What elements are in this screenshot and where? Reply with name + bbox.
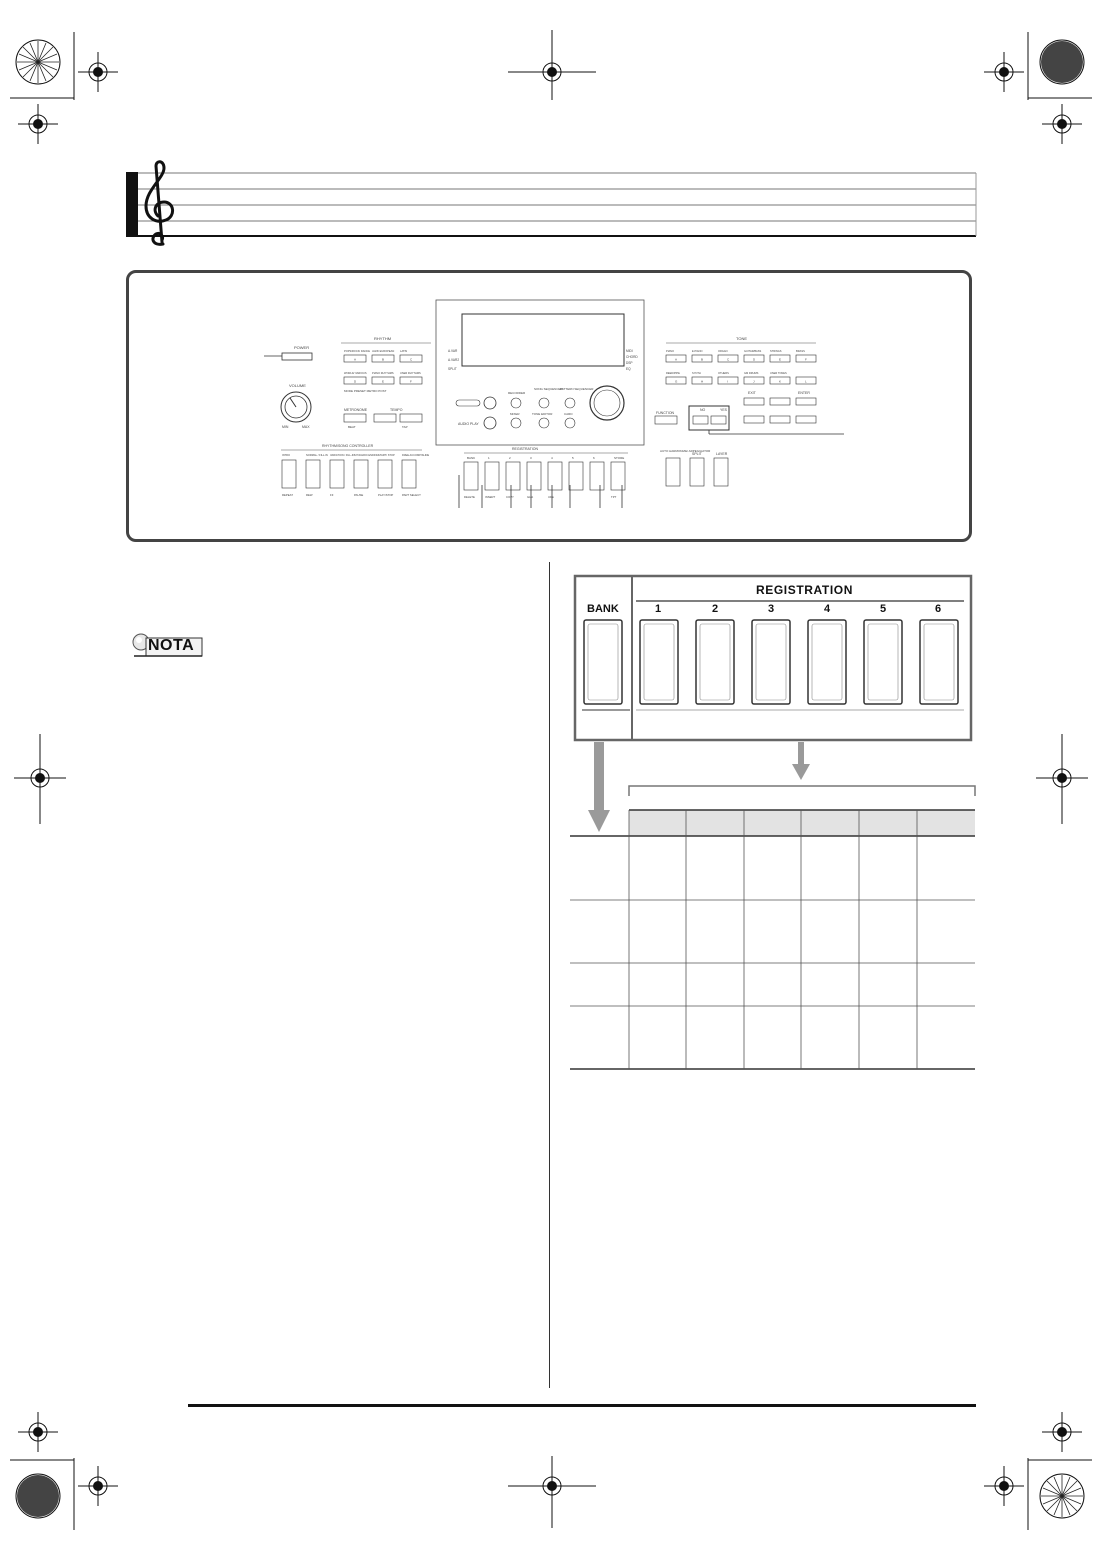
diagram-number-6: 6: [935, 603, 942, 615]
reg-dot-top-left-2: [93, 67, 103, 77]
tone-button-letter: A: [675, 357, 678, 362]
crop-corner-top-left: [10, 32, 118, 144]
svg-text:TONE EDITOR: TONE EDITOR: [532, 412, 553, 416]
display-right-label: MIDI: [626, 349, 633, 353]
panel-reg-label: 6: [593, 456, 595, 460]
svg-text:PATTERN SEQUENCER: PATTERN SEQUENCER: [560, 387, 594, 391]
panel-reg-sub: DELETE: [464, 495, 475, 499]
bank-table: [570, 810, 975, 1069]
tone-button-letter: E: [779, 357, 782, 362]
panel-reg-button[interactable]: [527, 462, 541, 490]
panel-reg-button[interactable]: [506, 462, 520, 490]
svg-text:EXIT: EXIT: [748, 391, 756, 395]
controller-top-label: NORMAL / FILL-IN: [306, 454, 328, 457]
display-right-label: EQ: [626, 367, 631, 371]
rhythm-controller-buttons: [282, 453, 429, 497]
rhythm-title: RHYTHM: [374, 336, 392, 341]
crop-corner-bottom-right: [984, 1412, 1092, 1530]
display-left-label: A.VAR2: [448, 358, 460, 362]
tone-button-label: STRINGS: [770, 350, 782, 353]
power-label: POWER: [294, 345, 310, 350]
svg-text:NO: NO: [700, 408, 706, 412]
panel-reg-sub: COPY: [506, 495, 514, 499]
tone-button-letter: D: [753, 357, 756, 362]
tone-button-label: PIANO: [666, 350, 675, 353]
panel-reg-button[interactable]: [464, 462, 478, 490]
panel-reg-label: STORE: [614, 456, 625, 460]
tone-button-letter: F: [805, 357, 807, 362]
auto-harmonize-button: [666, 458, 680, 486]
tone-button-label: REED/PIPE: [666, 372, 680, 375]
svg-text:TAP: TAP: [402, 425, 408, 429]
panel-reg-button[interactable]: [569, 462, 583, 490]
panel-reg-label: 4: [551, 456, 553, 460]
tone-button-letter: J: [753, 379, 755, 384]
panel-reg-button[interactable]: [485, 462, 499, 490]
svg-text:MIN: MIN: [282, 425, 289, 429]
diagram-reg-button: [864, 620, 902, 704]
svg-text:AUTO HARMONIZE/ ARPEGGIATOR: AUTO HARMONIZE/ ARPEGGIATOR: [660, 449, 711, 453]
registration-diagram: [570, 570, 980, 1080]
treble-clef-icon: [146, 162, 173, 245]
diagram-number-3: 3: [768, 603, 775, 615]
panel-reg-button[interactable]: [590, 462, 604, 490]
svg-text:TONE: TONE: [736, 336, 748, 341]
rhythm-button-label: WORLD/ VARIOUS: [344, 372, 367, 375]
diagram-number-4: 4: [824, 603, 831, 615]
controller-bottom-label: REW: [306, 493, 313, 497]
down-arrow-bank: [588, 742, 610, 832]
panel-reg-label: 5: [572, 456, 574, 460]
rhythm-button-label: JAZZ/ EUROPEAN: [372, 350, 395, 353]
down-arrow-registration: [792, 742, 810, 780]
svg-text:MODE PRESET METRO POST: MODE PRESET METRO POST: [344, 389, 387, 393]
controller-top-label: INTRO: [282, 454, 291, 457]
rhythm-button-letter: F: [410, 379, 412, 384]
svg-text:CARD: CARD: [564, 412, 573, 416]
svg-text:BEAT: BEAT: [348, 425, 356, 429]
svg-text:FUNCTION: FUNCTION: [656, 411, 675, 415]
display-left-label: A.VAR: [448, 349, 458, 353]
volume-label: VOLUME: [289, 383, 306, 388]
bracket: [629, 786, 975, 796]
tone-button-letter: L: [805, 379, 807, 384]
svg-text:LAYER: LAYER: [716, 452, 728, 456]
tone-button-label: OTHERS: [718, 372, 729, 375]
controller-top-label: FREE ACCOMP/SLIDE: [402, 454, 430, 457]
rhythm-button-letter: D: [354, 379, 357, 384]
panel-reg-sub: UDE: [548, 495, 554, 499]
panel-reg-sub: GHA: [527, 495, 534, 499]
controller-button[interactable]: [306, 460, 320, 488]
display-left-label: SPLIT: [448, 367, 457, 371]
tone-button-letter: H: [701, 379, 704, 384]
svg-text:MAX: MAX: [302, 425, 310, 429]
no-button: [693, 416, 708, 424]
tone-button-label: GM DRUMS: [744, 372, 759, 375]
lcd-screen: [462, 314, 624, 366]
rhythm-button-label: LATIN: [400, 350, 408, 353]
svg-text:YES: YES: [720, 408, 728, 412]
panel-reg-button[interactable]: [611, 462, 625, 490]
panel-reg-sub: TPT: [611, 495, 617, 499]
display-right-label: CHORD: [626, 355, 638, 359]
tone-buttons: [666, 349, 816, 384]
svg-text:SPLIT: SPLIT: [692, 452, 702, 456]
split-button: [690, 458, 704, 486]
controller-button[interactable]: [282, 460, 296, 488]
controller-button[interactable]: [354, 460, 368, 488]
svg-text:RHYTHM/SONG CONTROLLER: RHYTHM/SONG CONTROLLER: [322, 444, 374, 448]
svg-text:REGISTRATION: REGISTRATION: [512, 447, 538, 451]
svg-text:MIXER: MIXER: [510, 412, 520, 416]
sunburst-top-left: [17, 41, 59, 83]
bank-button-illustration: [584, 620, 622, 704]
power-switch: [282, 353, 312, 360]
tone-button-label: USER TONES: [770, 372, 787, 375]
music-preset-button: [456, 400, 480, 406]
crop-mark-bottom-middle: [508, 1456, 596, 1528]
svg-text:RECORDER: RECORDER: [508, 391, 526, 395]
controller-top-label: START/ STOP: [378, 454, 395, 457]
controller-bottom-label: PART SELECT: [402, 493, 421, 497]
sunburst-bottom-right: [1041, 1475, 1083, 1517]
column-divider: [549, 562, 550, 1388]
controller-bottom-label: REPEAT: [282, 493, 293, 497]
diagram-number-1: 1: [655, 603, 662, 615]
function-button: [655, 416, 677, 424]
panel-reg-label: 3: [530, 456, 532, 460]
svg-text:METRONOME: METRONOME: [344, 408, 368, 412]
diagram-reg-button: [808, 620, 846, 704]
sunburst-top-right: [1041, 41, 1083, 83]
diagram-reg-button: [640, 620, 678, 704]
controller-bottom-label: FF: [330, 493, 334, 497]
display-right-label: DSP: [626, 361, 633, 365]
rhythm-button-label: POPS/ROCK/ DANCE: [344, 350, 370, 353]
crop-mark-top-middle: [508, 30, 596, 100]
rhythm-button-letter: B: [382, 357, 385, 362]
tone-button-letter: C: [727, 357, 730, 362]
panel-registration-buttons: [464, 456, 625, 499]
controller-button[interactable]: [402, 460, 416, 488]
tone-button-letter: G: [675, 379, 678, 384]
svg-text:TEMPO: TEMPO: [390, 408, 403, 412]
diagram-number-5: 5: [880, 603, 887, 615]
diagram-registration-buttons: [640, 620, 958, 704]
diagram-number-2: 2: [712, 603, 719, 615]
rhythm-buttons: [344, 349, 422, 384]
tone-button-label: BRASS: [796, 350, 805, 353]
svg-text:ENTER: ENTER: [798, 391, 810, 395]
diagram-reg-button: [696, 620, 734, 704]
svg-text:SONG SEQUENCER: SONG SEQUENCER: [534, 387, 563, 391]
rhythm-button-label: USER RHYTHMS: [400, 372, 421, 375]
staff-header: [120, 160, 980, 252]
keyboard-panel-drawing: [126, 270, 972, 542]
layer-button: [714, 458, 728, 486]
controller-bottom-label: PAUSE: [354, 493, 364, 497]
callout-lines: [459, 475, 622, 508]
rhythm-button-letter: C: [410, 357, 413, 362]
panel-reg-button[interactable]: [548, 462, 562, 490]
tone-button-label: ORGAN: [718, 350, 728, 353]
footer-rule: [188, 1404, 976, 1407]
tone-button-label: GUITAR/BASS: [744, 350, 762, 353]
panel-reg-sub: INSERT: [485, 495, 496, 499]
controller-button[interactable]: [330, 460, 344, 488]
tone-button[interactable]: [718, 377, 738, 384]
rhythm-button-label: PIANO RHYTHMS: [372, 372, 394, 375]
tempo-down-button: [374, 414, 396, 422]
staff-black-bar: [126, 172, 138, 237]
svg-text:AUDIO PLAY: AUDIO PLAY: [458, 422, 479, 426]
diagram-reg-button: [752, 620, 790, 704]
dial: [590, 386, 624, 420]
diagram-bank-label: BANK: [587, 603, 619, 615]
panel-reg-label: 1: [488, 456, 490, 460]
diagram-registration-title: REGISTRATION: [756, 583, 853, 597]
panel-reg-label: 2: [509, 456, 511, 460]
tone-button-letter: I: [727, 379, 728, 384]
staff-lines: [138, 173, 976, 221]
tone-button-letter: B: [701, 357, 704, 362]
rhythm-button-letter: E: [382, 379, 385, 384]
controller-top-label: SYNCHRO/ ENDING: [354, 454, 379, 457]
rhythm-button-letter: A: [354, 357, 357, 362]
nota-label: NOTA: [148, 637, 195, 654]
controller-bottom-label: PLAY/STOP: [378, 493, 394, 497]
tone-button-letter: K: [779, 379, 782, 384]
yes-button: [711, 416, 726, 424]
tempo-up-button: [400, 414, 422, 422]
tone-button-label: SYNTH: [692, 372, 701, 375]
metronome-button: [344, 414, 366, 422]
reg-dot-top-left: [33, 119, 43, 129]
panel-reg-label: BANK: [467, 456, 476, 460]
diagram-reg-button: [920, 620, 958, 704]
controller-top-label: VARIATION / FILL-IN: [330, 454, 355, 457]
controller-button[interactable]: [378, 460, 392, 488]
tone-button-label: E.PIANO: [692, 350, 703, 353]
